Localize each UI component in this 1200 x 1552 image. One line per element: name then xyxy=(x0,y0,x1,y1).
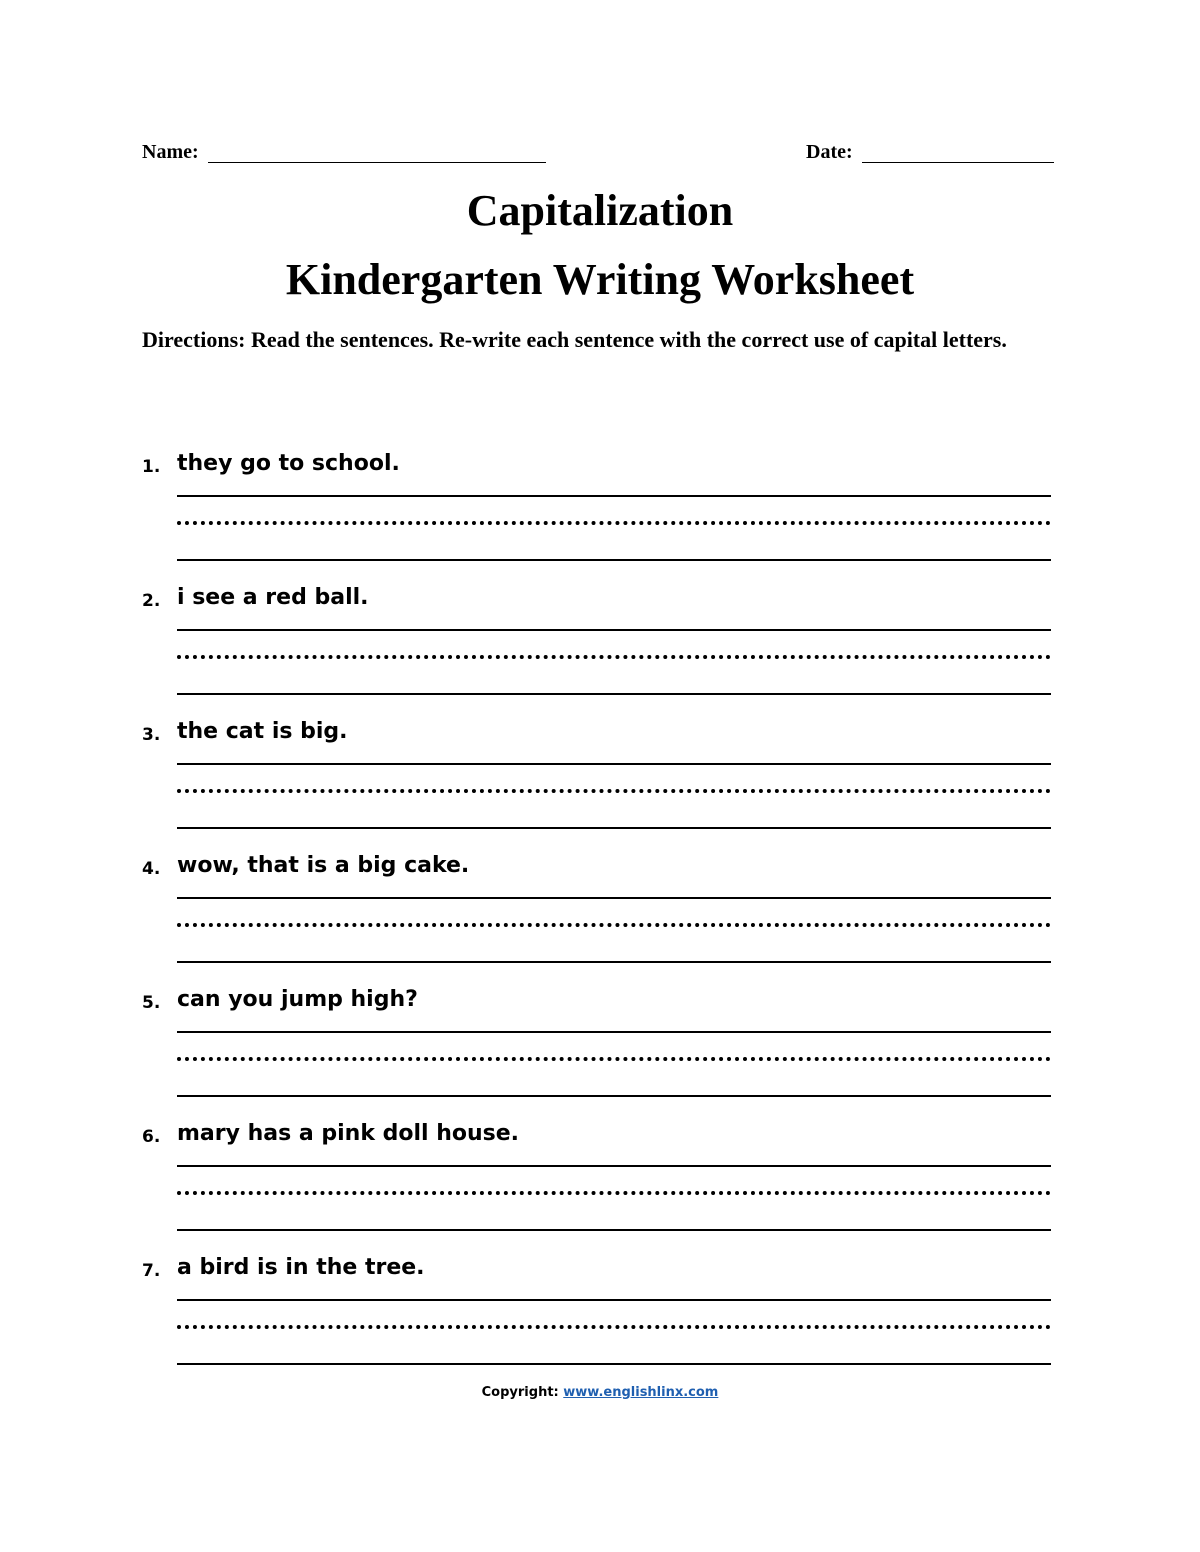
writing-line-baseline[interactable] xyxy=(177,1229,1051,1231)
exercise-sentence: a bird is in the tree. xyxy=(177,1255,425,1280)
exercise-sentence: can you jump high? xyxy=(177,987,418,1012)
exercise-number: 5. xyxy=(142,993,161,1013)
exercise-number: 6. xyxy=(142,1127,161,1147)
exercise-item xyxy=(142,1253,1054,1387)
writing-line-top[interactable] xyxy=(177,1165,1051,1167)
name-field[interactable] xyxy=(208,162,546,163)
writing-line-midline[interactable] xyxy=(177,521,1051,525)
exercise-item xyxy=(142,449,1054,583)
exercise-number: 1. xyxy=(142,457,161,477)
name-label: Name: xyxy=(142,141,199,163)
writing-line-top[interactable] xyxy=(177,495,1051,497)
exercise-item xyxy=(142,583,1054,717)
writing-line-top[interactable] xyxy=(177,763,1051,765)
writing-line-top[interactable] xyxy=(177,1031,1051,1033)
date-field[interactable] xyxy=(862,162,1054,163)
exercise-item xyxy=(142,985,1054,1119)
exercise-item xyxy=(142,1119,1054,1253)
exercise-number: 2. xyxy=(142,591,161,611)
writing-line-midline[interactable] xyxy=(177,1325,1051,1329)
header-row xyxy=(142,141,1054,169)
exercise-sentence: wow, that is a big cake. xyxy=(177,853,470,878)
writing-line-midline[interactable] xyxy=(177,923,1051,927)
directions-text: Directions: Read the sentences. Re-write each sentence with the correct use of capital letters. xyxy=(142,327,1007,352)
page-title: Capitalization xyxy=(466,186,734,235)
writing-line-baseline[interactable] xyxy=(177,1095,1051,1097)
exercise-sentence: i see a red ball. xyxy=(177,585,369,610)
exercise-number: 7. xyxy=(142,1261,161,1281)
copyright-footer xyxy=(0,1385,1200,1400)
copyright-label: Copyright: xyxy=(481,1385,559,1400)
writing-line-midline[interactable] xyxy=(177,1057,1051,1061)
writing-line-baseline[interactable] xyxy=(177,827,1051,829)
writing-line-midline[interactable] xyxy=(177,655,1051,659)
exercise-item xyxy=(142,717,1054,851)
writing-line-top[interactable] xyxy=(177,897,1051,899)
writing-line-baseline[interactable] xyxy=(177,961,1051,963)
exercise-sentence: the cat is big. xyxy=(177,719,348,744)
exercise-number: 3. xyxy=(142,725,161,745)
copyright-link[interactable]: www.englishlinx.com xyxy=(563,1385,719,1400)
writing-line-baseline[interactable] xyxy=(177,693,1051,695)
page-subtitle: Kindergarten Writing Worksheet xyxy=(285,255,915,304)
writing-line-baseline[interactable] xyxy=(177,559,1051,561)
writing-line-top[interactable] xyxy=(177,629,1051,631)
exercise-sentence: they go to school. xyxy=(177,451,400,476)
exercise-item xyxy=(142,851,1054,985)
writing-line-baseline[interactable] xyxy=(177,1363,1051,1365)
exercise-sentence: mary has a pink doll house. xyxy=(177,1121,520,1146)
writing-line-midline[interactable] xyxy=(177,1191,1051,1195)
exercise-number: 4. xyxy=(142,859,161,879)
date-label: Date: xyxy=(806,141,853,163)
writing-line-top[interactable] xyxy=(177,1299,1051,1301)
writing-line-midline[interactable] xyxy=(177,789,1051,793)
